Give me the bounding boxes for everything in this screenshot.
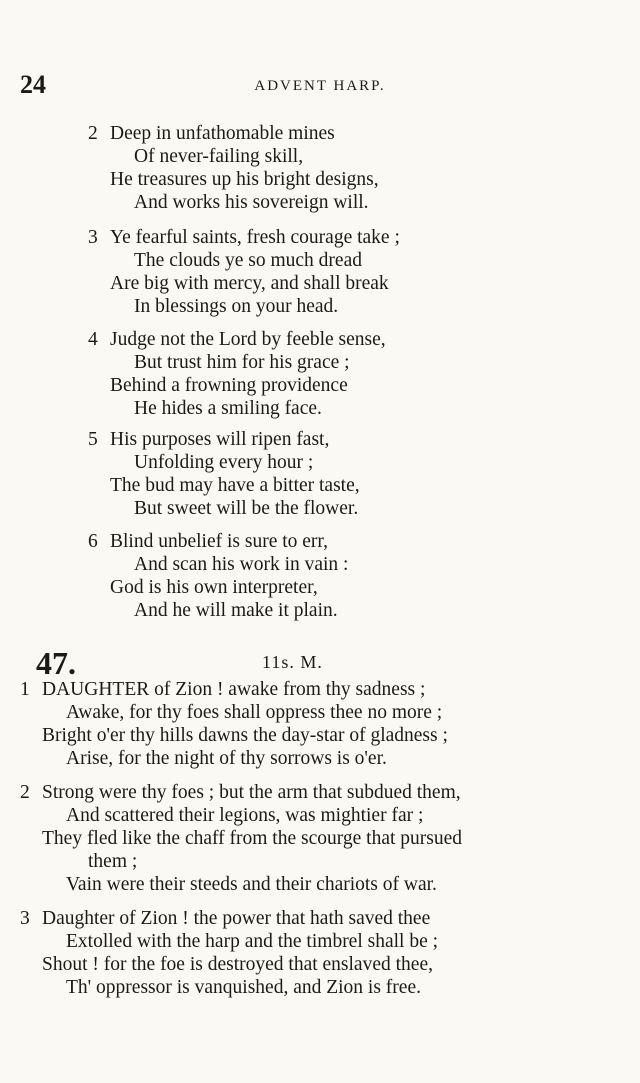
running-title: ADVENT HARP. (254, 78, 386, 94)
verse-line: God is his own interpreter, (110, 577, 318, 598)
stanza-number: 5 (88, 429, 98, 450)
verse-line: And scan his work in vain : (134, 554, 349, 575)
verse-line: Arise, for the night of thy sorrows is o'er. (66, 748, 387, 769)
stanza-2 (88, 122, 379, 214)
verse-line: Th' oppressor is vanquished, and Zion is free. (66, 977, 421, 998)
stanza-number: 1 (20, 679, 30, 700)
verse-line: And works his sovereign will. (134, 192, 369, 213)
page-number: 24 (20, 70, 46, 99)
verse-line: He treasures up his bright designs, (110, 169, 379, 190)
verse-line: The clouds ye so much dread (134, 250, 362, 271)
stanza-6 (88, 530, 348, 622)
verse-line: Are big with mercy, and shall break (110, 273, 389, 294)
stanza-number: 6 (88, 531, 98, 552)
verse-line: Deep in unfathomable mines (110, 123, 335, 144)
verse-line: Unfolding every hour ; (134, 452, 314, 473)
verse-line: them ; (88, 851, 138, 872)
verse-line: They fled like the chaff from the scourge that pursued (42, 828, 463, 849)
verse-line: Ye fearful saints, fresh courage take ; (110, 227, 400, 248)
verse-line: Daughter of Zion ! the power that hath saved thee (42, 908, 431, 929)
verse-line: Strong were thy foes ; but the arm that subdued them, (42, 782, 461, 803)
verse-line: Behind a frowning providence (110, 375, 348, 396)
stanza-4 (88, 328, 386, 420)
hymn-number: 47. (36, 645, 76, 681)
verse-line: And scattered their legions, was mightier far ; (66, 805, 424, 826)
verse-line: Awake, for thy foes shall oppress thee no more ; (66, 702, 443, 723)
verse-line: And he will make it plain. (134, 600, 338, 621)
hymn-heading (0, 646, 640, 680)
stanza-number: 2 (20, 782, 30, 803)
stanza-number: 4 (88, 329, 98, 350)
verse-line: The bud may have a bitter taste, (110, 475, 360, 496)
verse-line: His purposes will ripen fast, (110, 429, 330, 450)
verse-line: Blind unbelief is sure to err, (110, 531, 329, 552)
verse-line: DAUGHTER of Zion ! awake from thy sadness ; (42, 679, 426, 700)
verse-line: In blessings on your head. (134, 296, 339, 317)
stanza-number: 3 (88, 227, 98, 248)
verse-line: He hides a smiling face. (134, 398, 322, 419)
hymn47-stanza-1 (20, 678, 448, 770)
stanza-3 (88, 226, 400, 318)
verse-line: Of never-failing skill, (134, 146, 304, 167)
hymn47-stanza-2 (20, 781, 462, 896)
verse-line: But sweet will be the flower. (134, 498, 359, 519)
verse-line: Judge not the Lord by feeble sense, (110, 329, 386, 350)
verse-line: Extolled with the harp and the timbrel shall be ; (66, 931, 439, 952)
stanza-number: 3 (20, 908, 30, 929)
hymn-meter: 11s. M. (262, 652, 323, 672)
verse-line: Bright o'er thy hills dawns the day-star of gladness ; (42, 725, 448, 746)
stanza-5 (88, 428, 360, 520)
stanza-number: 2 (88, 123, 98, 144)
verse-line: Vain were their steeds and their chariots of war. (66, 874, 437, 895)
hymn47-stanza-3 (20, 907, 438, 999)
page-header (0, 70, 640, 100)
verse-line: But trust him for his grace ; (134, 352, 350, 373)
verse-line: Shout ! for the foe is destroyed that enslaved thee, (42, 954, 433, 975)
